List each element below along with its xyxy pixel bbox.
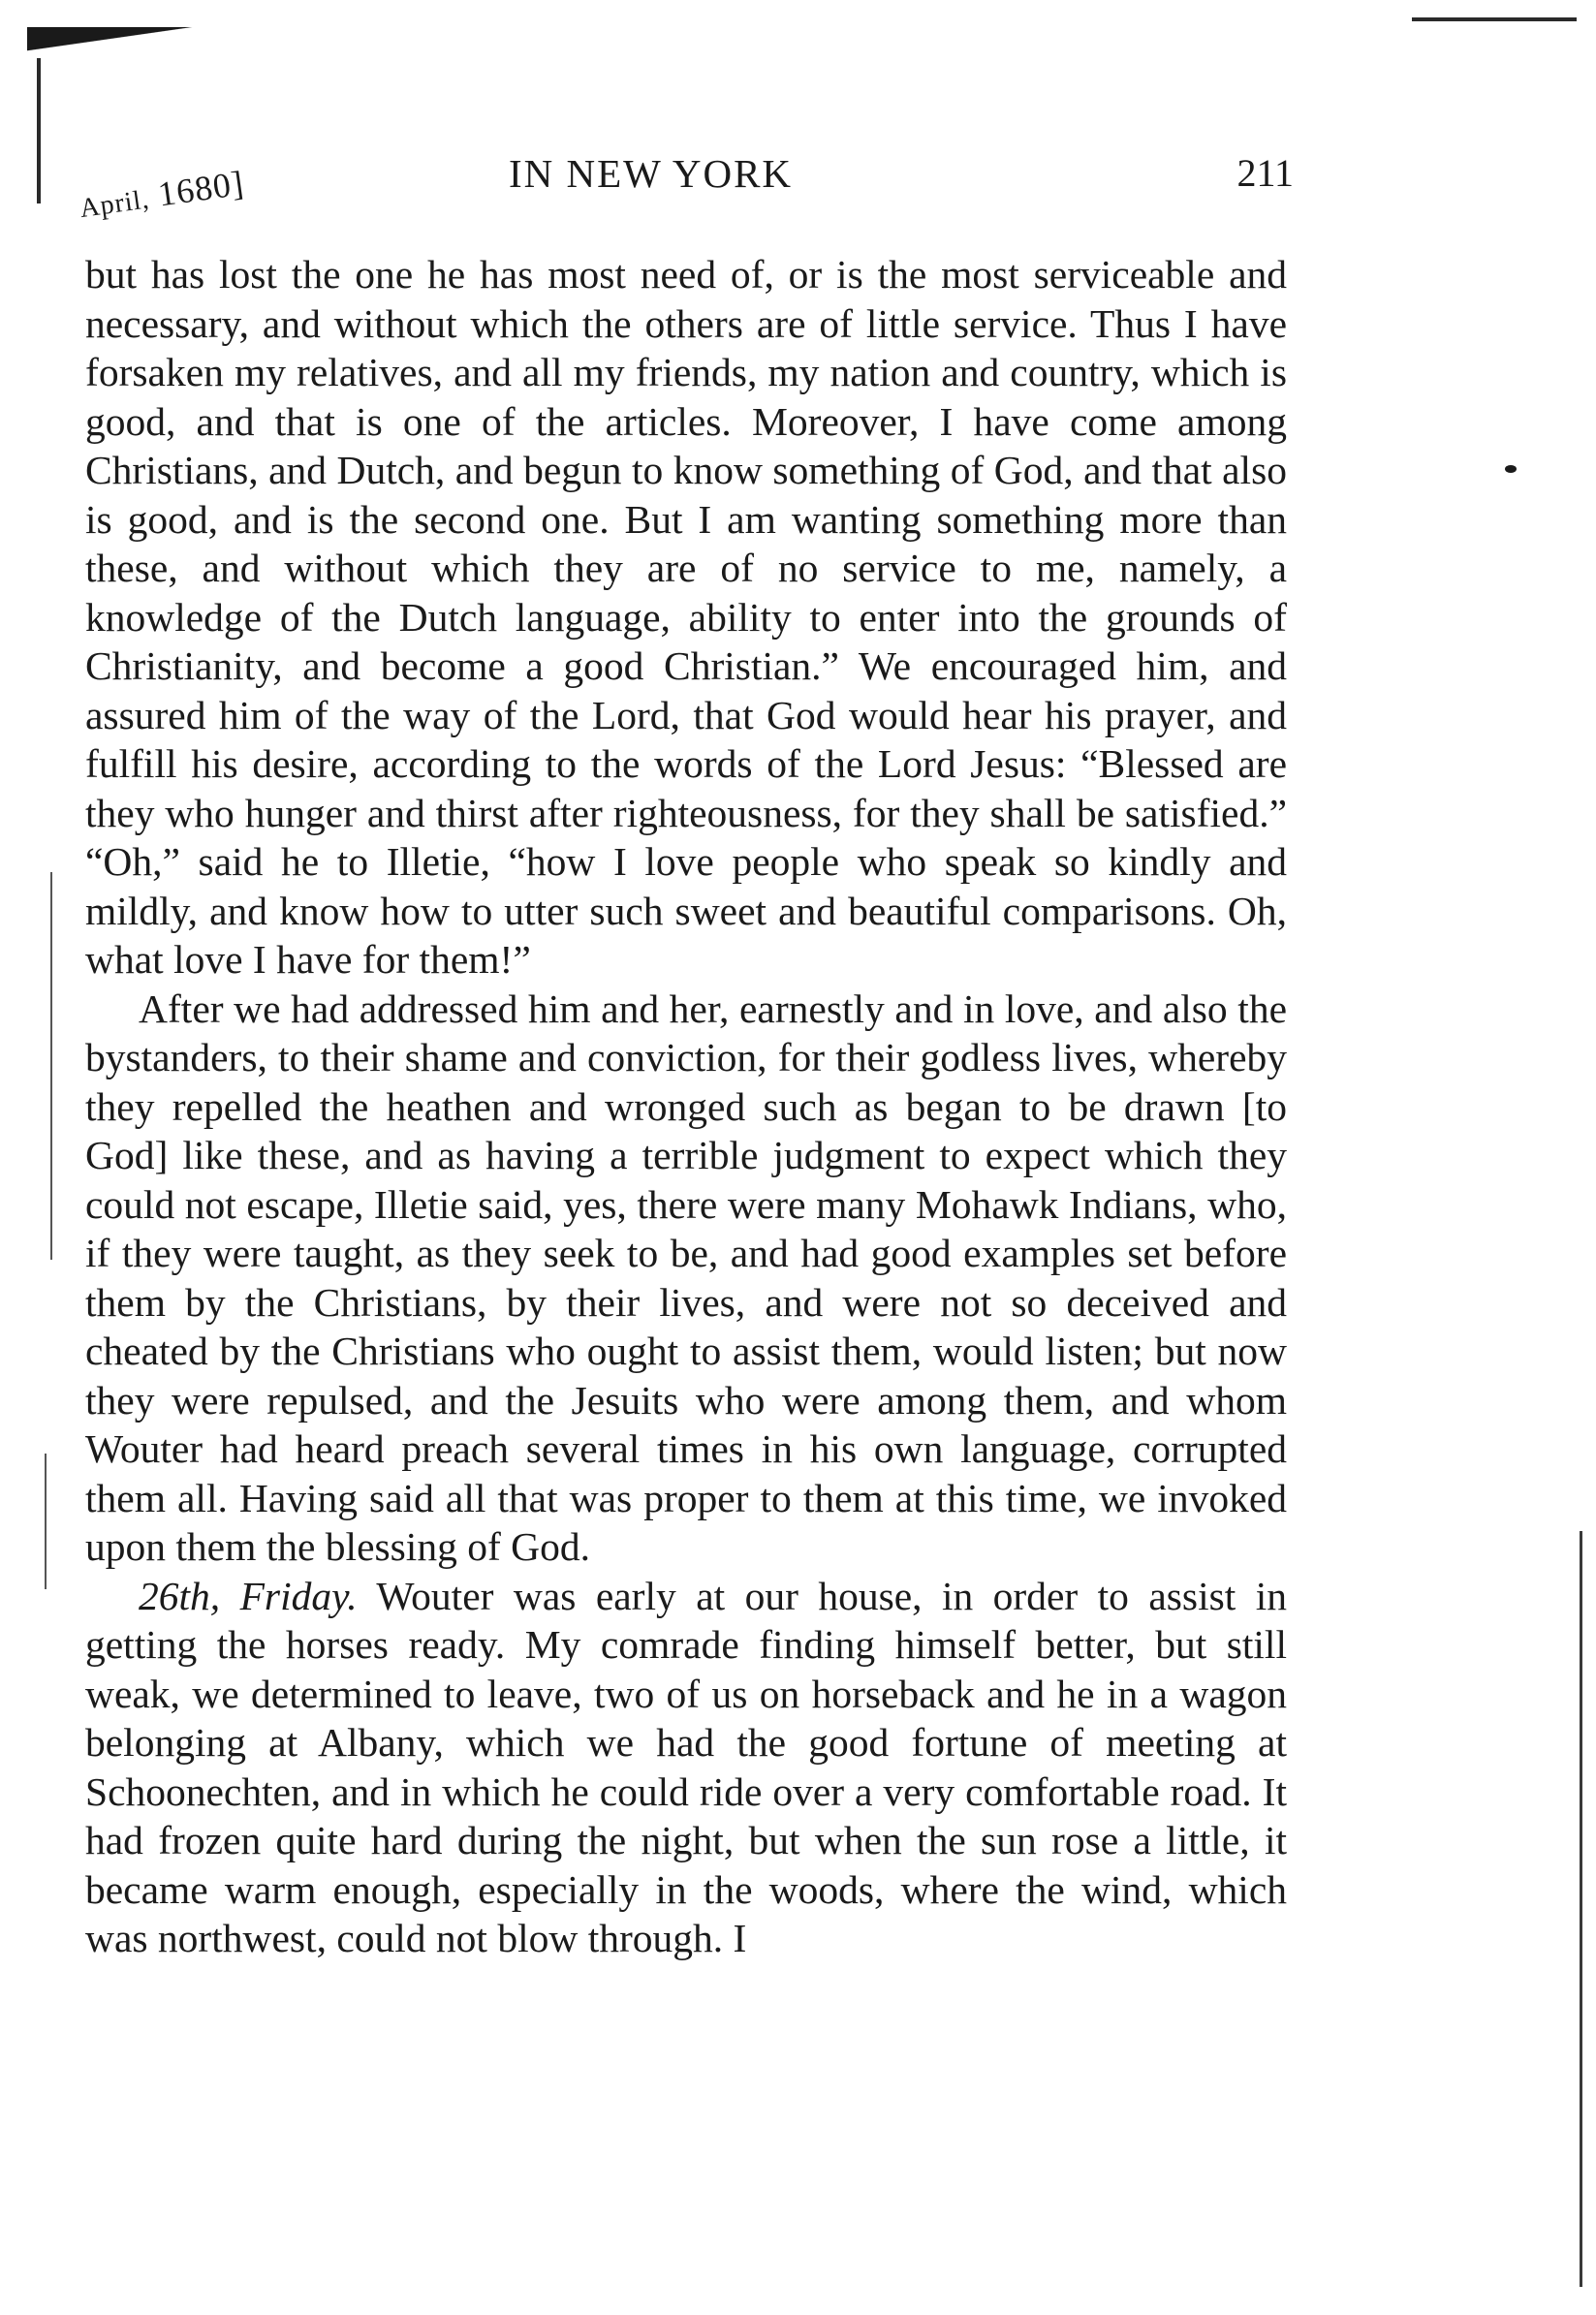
scan-shadow-corner [27,27,231,56]
running-head-date: April, 1680] [78,163,247,225]
scan-edge-left [37,58,41,203]
paragraph: but has lost the one he has most need of, or is the most serviceable and necessary, and without which the others are of little service. Thus I have forsaken my relatives, and all my friends, my nation and country, which is good, and that is one of the articles. Moreover, I have come among Christians, and Dutch, and begun to know something of God, and that also is good, and is the second one. But I am wanting something more than these, and without which they are of no service to me, namely, a knowledge of the Dutch language, ability to enter into the grounds of Christianity, and become a good Christian.” We encouraged him, and assured him of the way of the Lord, that God would hear his prayer, and fulfill his desire, according to the words of the Lord Jesus: “Blessed are they who hunger and thirst after righteousness, for they shall be satisfied.” “Oh,” said he to Illetie, “how I love people who speak so kindly and mildly, and know how to utter such sweet and beautiful comparisons. Oh, what love I have for them!” [85,252,1287,982]
margin-dot [1505,465,1517,473]
scan-edge-top-right [1412,17,1577,21]
running-head-title: IN NEW YORK [509,151,794,196]
entry-text: Wouter was early at our house, in order to assist in getting the horses ready. My comrade finding himself better, but still weak, we determined to leave, two of us on horseback and he in a wagon belonging at Albany, which we had the good fortune of meeting at Schoonechten, and in which he could ride over a very comfortable road. It had frozen quite hard during the night, but when the sun rose a little, it became warm enough, especially in the woods, where the wind, which was northwest, could not blow through. I [85,1573,1287,1960]
scan-edge-right [1580,1531,1582,2287]
body-text [85,250,1287,1963]
margin-mark [50,872,52,1260]
running-head [78,150,1294,225]
margin-mark [45,1454,47,1589]
page-number: 211 [1236,151,1294,195]
paragraph-dated-entry [85,1572,1287,1963]
entry-dateline: 26th, Friday. [139,1573,358,1618]
paragraph: After we had addressed him and her, earnestly and in love, and also the bystanders, to their shame and conviction, for their godless lives, whereby they repelled the heathen and wronged such as began to be drawn [to God] like these, and as having a terrible judgment to expect which they could not escape, Illetie said, yes, there were many Mohawk Indians, who, if they were taught, as they seek to be, and had good examples set before them by the Christians, by their lives, and were not so deceived and cheated by the Christians who ought to assist them, would listen; but now they were repulsed, and the Jesuits who were among them, and whom Wouter had heard preach several times in his own language, corrupted them all. Having said all that was proper to them at this time, we invoked upon them the blessing of God. [85,985,1287,1569]
